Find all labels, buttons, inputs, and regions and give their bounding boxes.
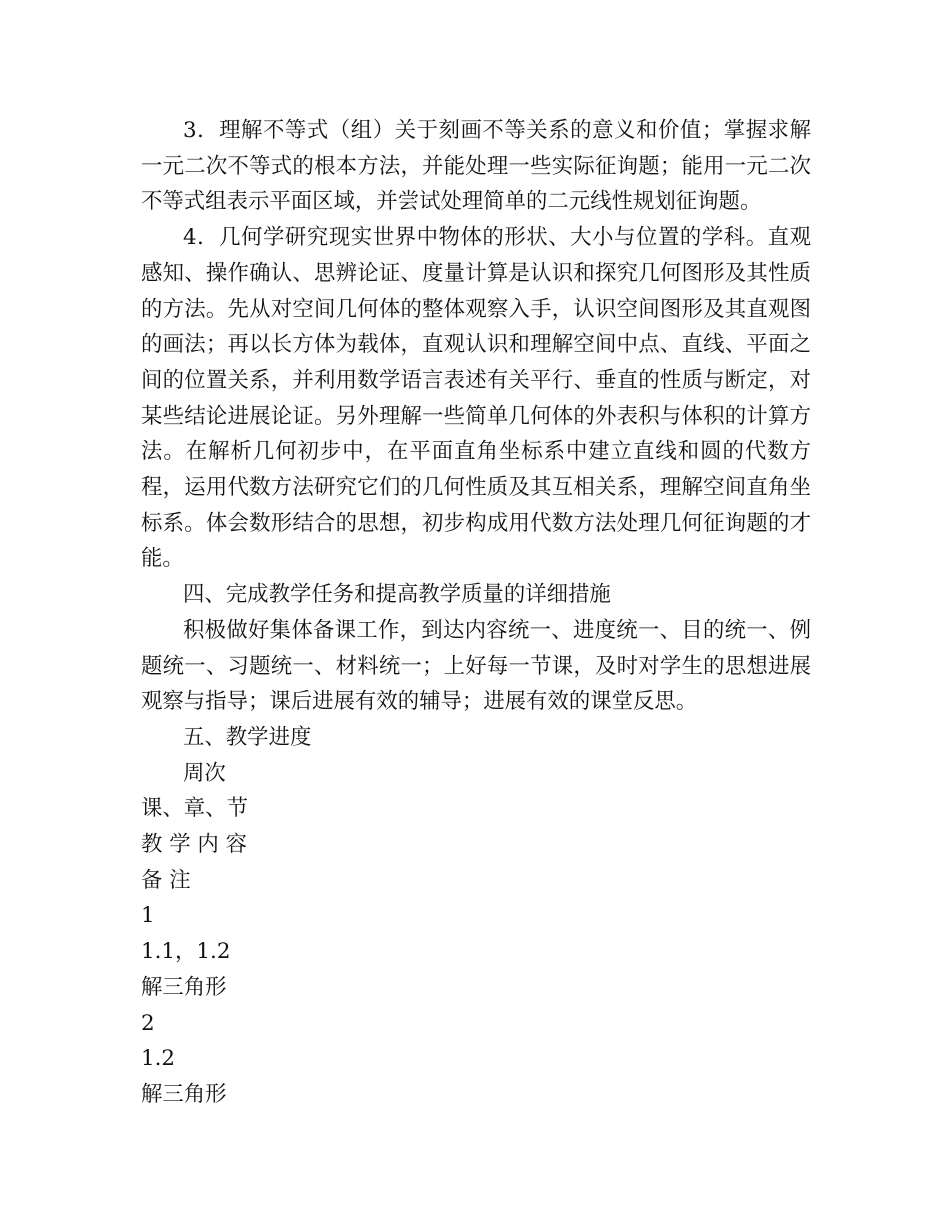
table-cell-content: 解三角形 xyxy=(141,974,227,1000)
table-cell-content: 解三角形 xyxy=(141,1081,227,1107)
section-four-heading: 四、完成教学任务和提高教学质量的详细措施 xyxy=(183,582,611,608)
paragraph-item-4: 4．几何学研究现实世界中物体的形状、大小与位置的学科。直观感知、操作确认、思辨论证、度量计算是认识和探究几何图形及其性质的方法。先从对空间几何体的整体观察入手，认识空间图形及其直观图的画法；再以长方体为载体，直观认识和理解空间中点、直线、平面之间的位置关系，并利用数学语言表述有关平行、垂直的性质与断定，对某些结论进展论证。另外理解一些简单几何体的外表积与体积的计算方法。在解析几何初步中，在平面直角坐标系中建立直线和圆的代数方程，运用代数方法研究它们的几何性质及其互相关系，理解空间直角坐标系。体会数形结合的思想，初步构成用代数方法处理几何征询题的才能。 xyxy=(141,225,811,572)
table-cell-week: 2 xyxy=(141,1010,155,1036)
paragraph-item-3: 3．理解不等式（组）关于刻画不等关系的意义和价值；掌握求解一元二次不等式的根本方法，并能处理一些实际征询题；能用一元二次不等式组表示平面区域，并尝试处理简单的二元线性规划征询题。 xyxy=(141,118,811,215)
table-header-content: 教 学 内 容 xyxy=(141,832,247,858)
schedule-table xyxy=(141,756,811,1113)
section-five-heading: 五、教学进度 xyxy=(183,724,312,750)
table-cell-chapter: 1.1，1.2 xyxy=(141,939,231,965)
table-cell-chapter: 1.2 xyxy=(141,1046,176,1072)
document-body xyxy=(141,113,811,1113)
section-four-body: 积极做好集体备课工作，到达内容统一、进度统一、目的统一、例题统一、习题统一、材料统一；上好每一节课，及时对学生的思想进展观察与指导；课后进展有效的辅导；进展有效的课堂反思。 xyxy=(141,617,811,715)
table-header-notes: 备 注 xyxy=(141,867,191,893)
table-cell-week: 1 xyxy=(141,903,155,929)
table-header-chapter: 课、章、节 xyxy=(141,796,248,822)
table-header-week: 周次 xyxy=(183,760,226,786)
